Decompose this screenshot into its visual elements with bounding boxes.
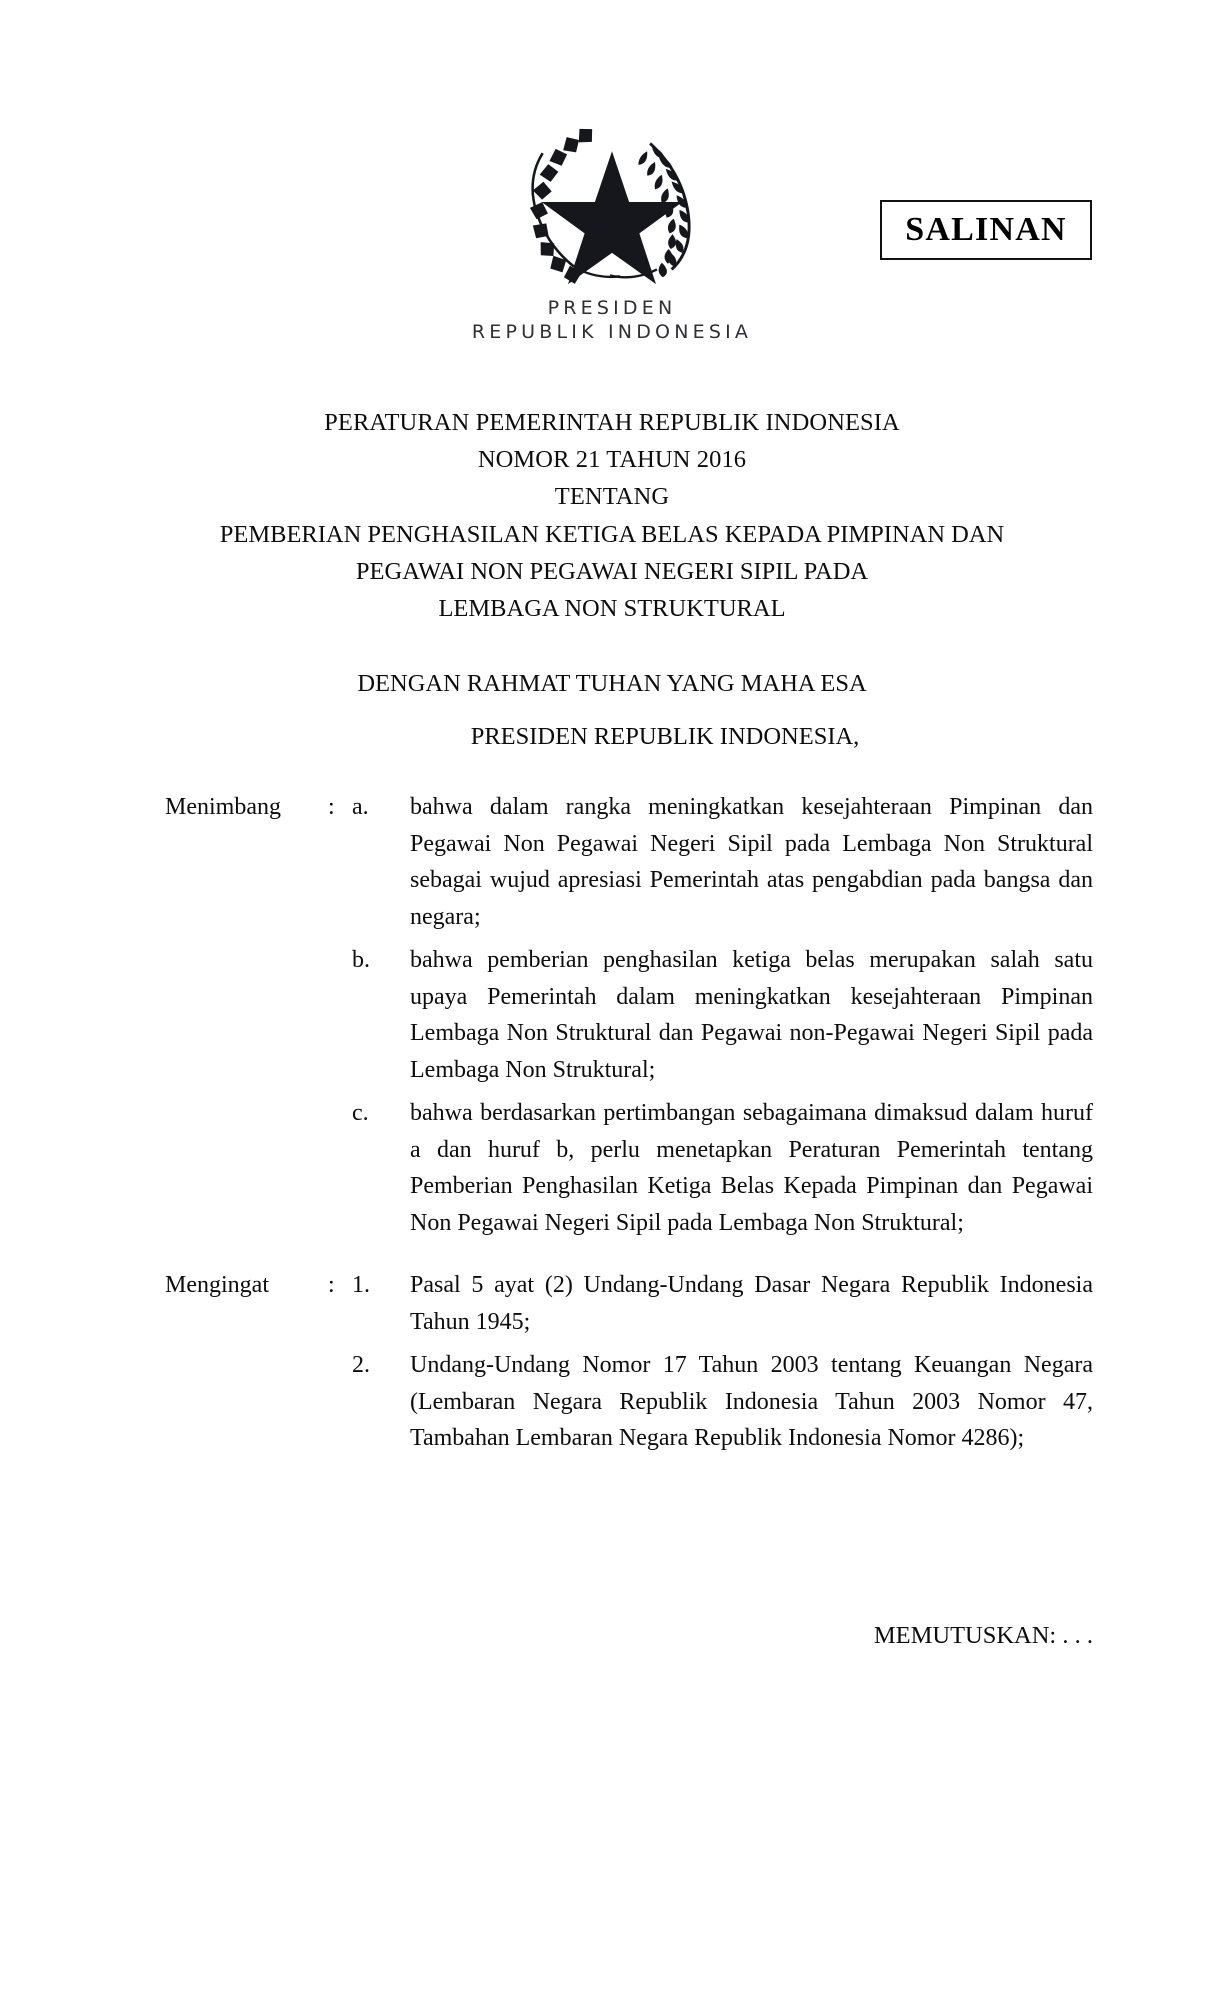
salinan-stamp xyxy=(880,200,1092,260)
title-line-about: TENTANG xyxy=(554,483,670,510)
masthead-line-republik-indonesia: REPUBLIK INDONESIA xyxy=(471,321,753,344)
clause-text: bahwa dalam rangka meningkatkan kesejahteraan Pimpinan dan Pegawai Non Pegawai Negeri Sipil pada Lembaga Non Struktural sebagai wujud apresiasi Pemerintah atas pengabdian pada bangsa dan negara; xyxy=(410,794,1093,930)
document-title-block xyxy=(112,404,1112,515)
subject-line-3: LEMBAGA NON STRUKTURAL xyxy=(438,595,786,622)
section-menimbang xyxy=(0,789,1224,1241)
title-line-number: NOMOR 21 TAHUN 2016 xyxy=(477,446,747,473)
subject-line-2: PEGAWAI NON PEGAWAI NEGERI SIPIL PADA xyxy=(355,558,869,585)
clause-row xyxy=(0,942,1224,1088)
section-label-menimbang: Menimbang xyxy=(165,794,281,820)
clause-text: Undang-Undang Nomor 17 Tahun 2003 tentang Keuangan Negara (Lembaran Negara Republik Indonesia Tahun 2003 Nomor 47, Tambahan Lembaran Negara Republik Indonesia Nomor 4286); xyxy=(410,1352,1093,1451)
blessing-line: DENGAN RAHMAT TUHAN YANG MAHA ESA xyxy=(357,670,867,697)
clause-text: bahwa berdasarkan pertimbangan sebagaimana dimaksud dalam huruf a dan huruf b, perlu menetapkan Peraturan Pemerintah tentang Pemberian Penghasilan Ketiga Belas Kepada Pimpinan dan Pegawai Non Pegawai Negeri Sipil pada Lembaga Non Struktural; xyxy=(410,1100,1093,1236)
continuation-note: MEMUTUSKAN: . . . xyxy=(873,1622,1093,1649)
clause-text: bahwa pemberian penghasilan ketiga belas merupakan salah satu upaya Pemerintah dalam meningkatkan kesejahteraan Pimpinan Lembaga Non Struktural dan Pegawai non-Pegawai Negeri Sipil pada Lembaga Non Struktural; xyxy=(410,947,1093,1083)
clause-marker: 2. xyxy=(352,1352,370,1378)
clause-text: Pasal 5 ayat (2) Undang-Undang Dasar Negara Republik Indonesia Tahun 1945; xyxy=(410,1272,1093,1335)
clause-marker: a. xyxy=(352,794,369,820)
clause-row xyxy=(0,789,1224,935)
salinan-stamp-label: SALINAN xyxy=(905,211,1067,248)
masthead-line-presiden: PRESIDEN xyxy=(547,297,677,319)
section-colon: : xyxy=(328,1272,335,1298)
clause-sections xyxy=(0,789,1224,1457)
clause-row xyxy=(0,1347,1224,1457)
masthead-text xyxy=(0,296,1224,345)
clause-row xyxy=(0,1267,1224,1340)
document-subject-block xyxy=(112,516,1112,627)
subject-line-1: PEMBERIAN PENGHASILAN KETIGA BELAS KEPADA PIMPINAN DAN xyxy=(219,521,1005,548)
clause-marker: 1. xyxy=(352,1272,370,1298)
authority-line: PRESIDEN REPUBLIK INDONESIA, xyxy=(470,723,860,750)
clause-row xyxy=(0,1095,1224,1241)
section-colon: : xyxy=(328,794,335,820)
indonesian-presidential-emblem-icon xyxy=(514,118,710,290)
section-mengingat xyxy=(0,1267,1224,1457)
clause-marker: b. xyxy=(352,947,370,973)
section-label-mengingat: Mengingat xyxy=(165,1272,269,1298)
clause-marker: c. xyxy=(352,1100,369,1126)
title-line-regulation: PERATURAN PEMERINTAH REPUBLIK INDONESIA xyxy=(324,409,900,436)
